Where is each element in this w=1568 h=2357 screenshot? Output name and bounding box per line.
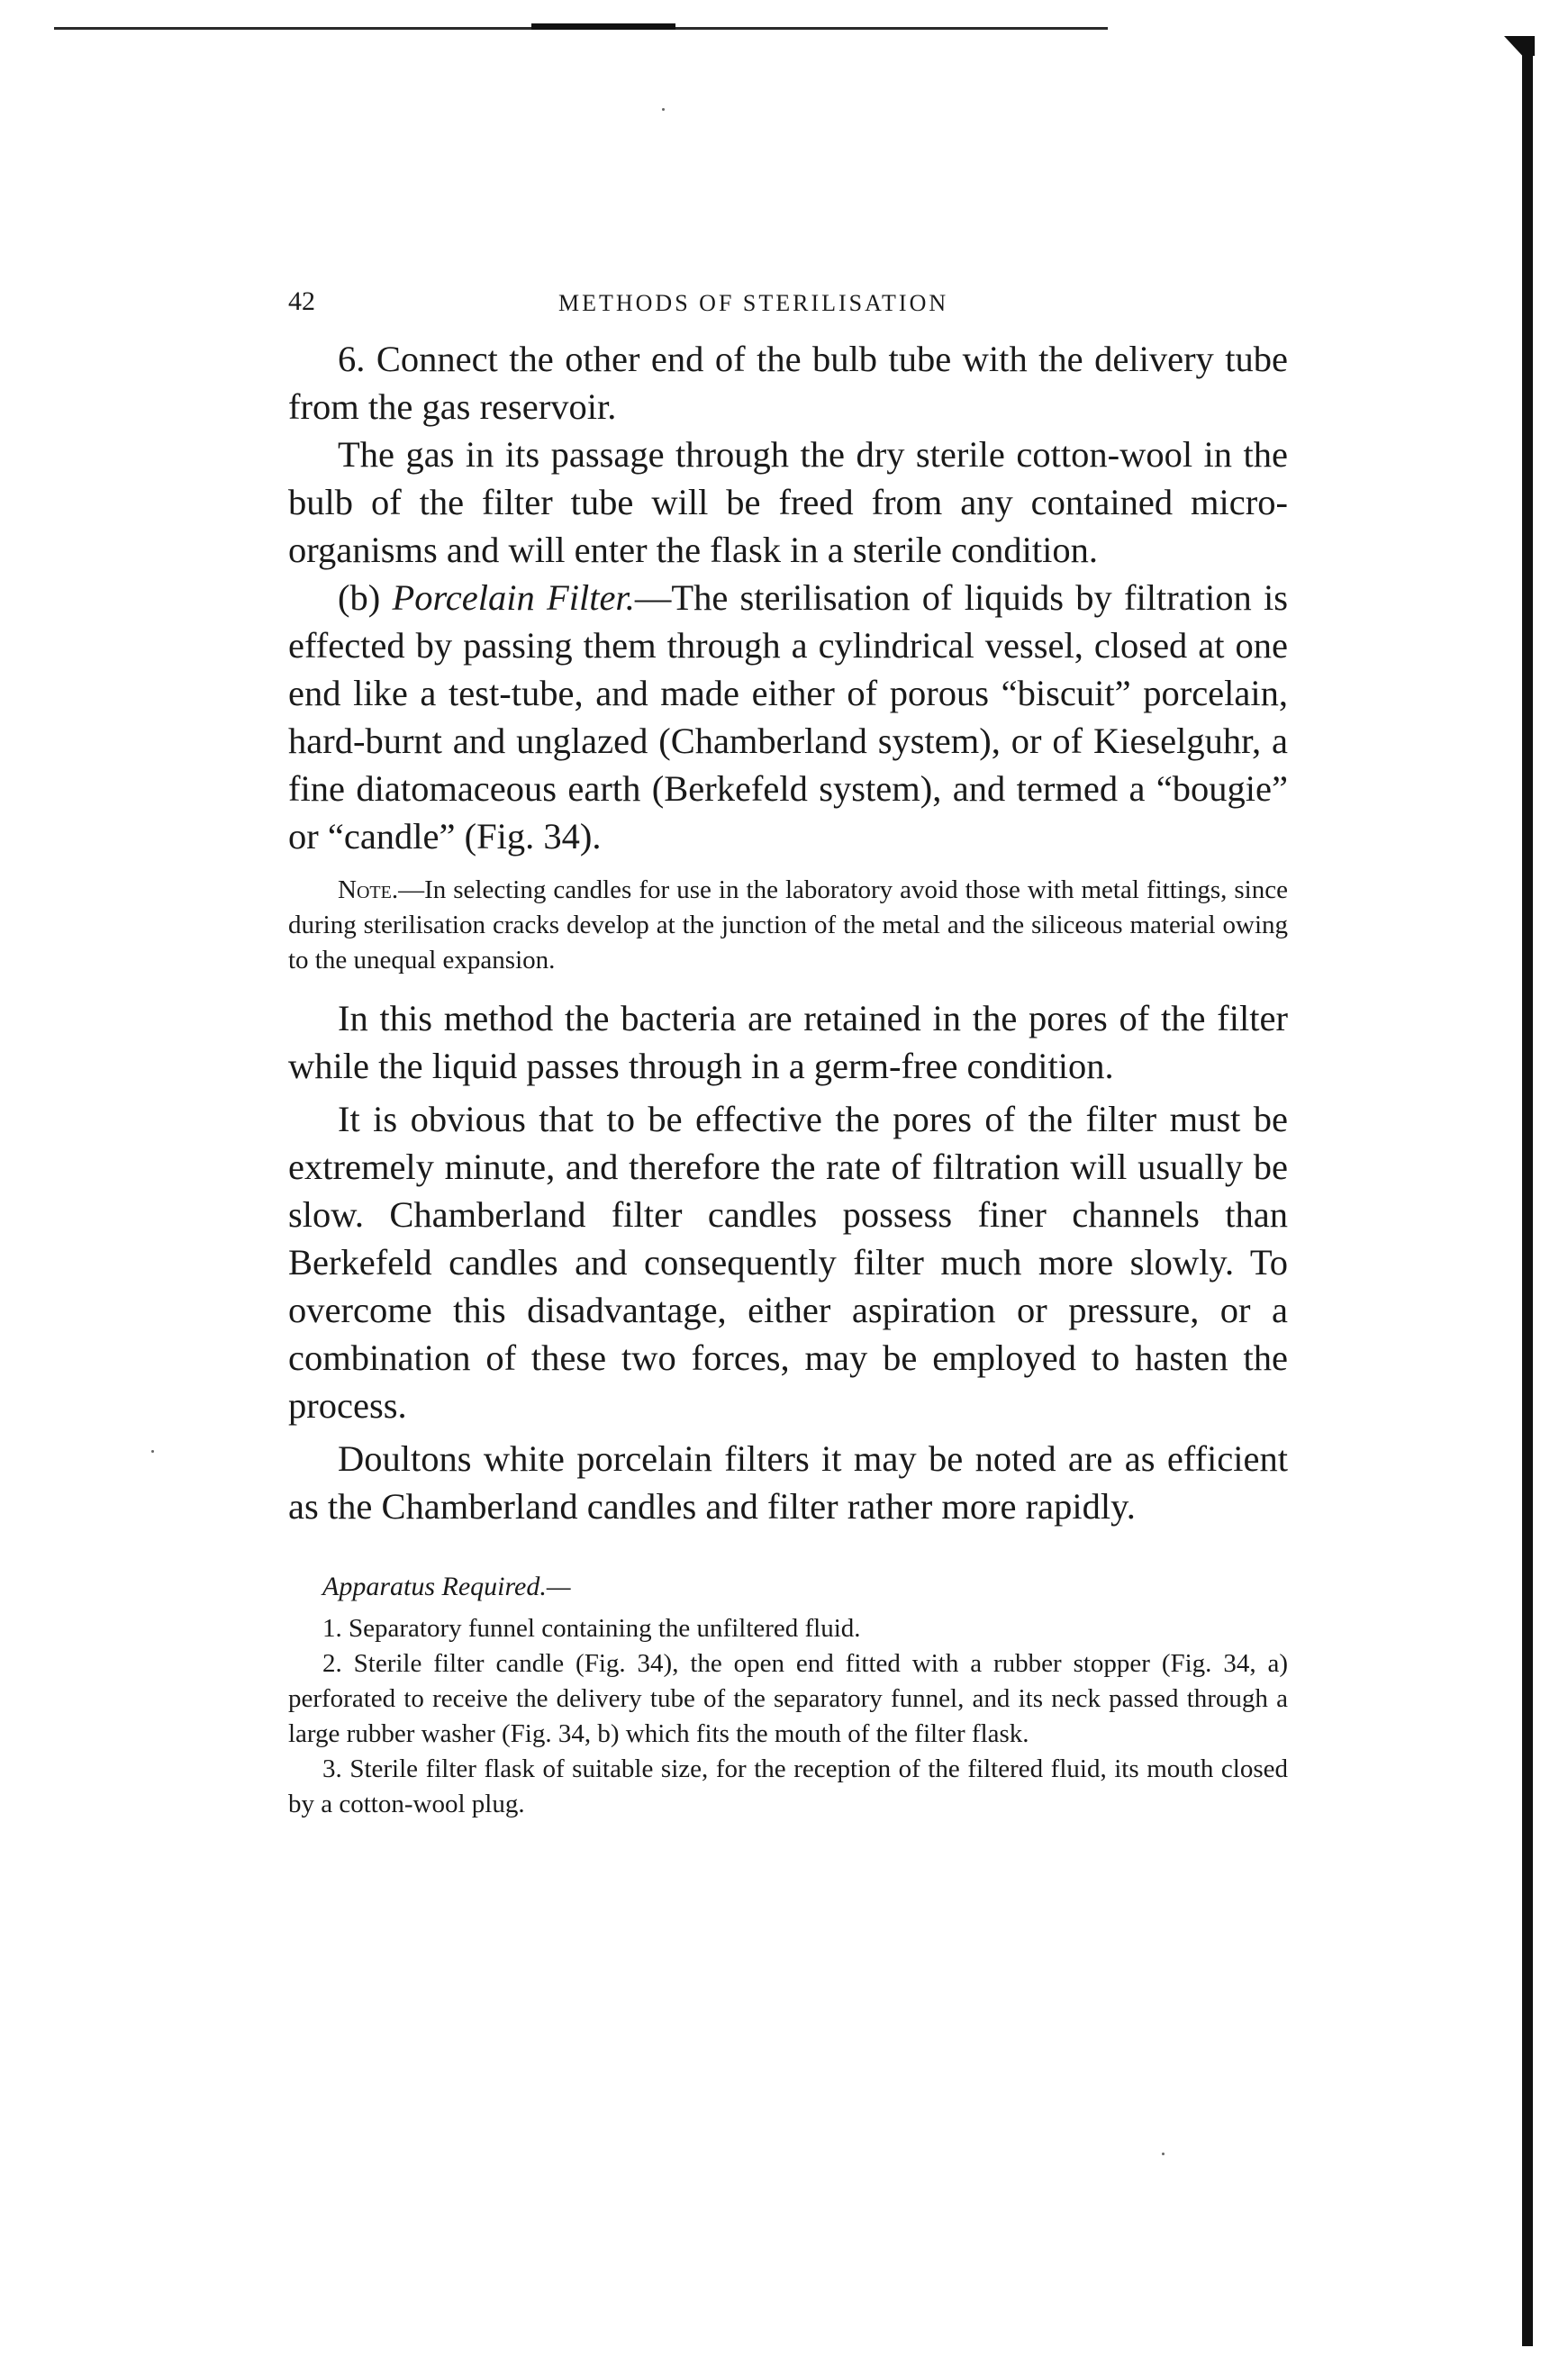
apparatus-heading: Apparatus Required.— — [322, 1572, 571, 1601]
top-scan-rule-mark — [531, 23, 675, 30]
scan-speck — [151, 1450, 154, 1453]
section-label: (b) — [338, 577, 381, 618]
apparatus-item: 2. Sterile filter candle (Fig. 34), the open end fitted with a rubber stopper (Fig. 34, a) perforated to receive the delivery tube of the separatory funnel, and its neck passed through a large rubber washer (Fig. 34, b) which fits the mouth of the filter flask. — [288, 1649, 1288, 1748]
running-title: METHODS OF STERILISATION — [558, 290, 949, 316]
paragraph-gas-passage: The gas in its passage through the dry sterile cotton-wool in the bulb of the filter tube will be freed from any contained micro-organisms and will enter the flask in a sterile condition. — [288, 434, 1288, 570]
scan-speck — [662, 108, 665, 111]
note-text: —In selecting candles for use in the laboratory avoid those with metal fittings, since during sterilisation cracks develop at the junction of the metal and the siliceous material owing to the unequal expansion. — [288, 875, 1288, 975]
note-label: Note. — [338, 875, 399, 904]
running-head — [288, 279, 1288, 324]
page-number: 42 — [288, 286, 315, 316]
apparatus-item: 1. Separatory funnel containing the unfiltered fluid. — [322, 1614, 861, 1643]
note-paragraph — [288, 873, 1288, 978]
paragraph-filtration-rate: It is obvious that to be effective the pores of the filter must be extremely minute, and therefore the rate of filtration will usually be slow. Chamberland filter candles possess finer channels than Berkefeld candles and consequently filter much more slowly. To overcome this disadvantage, either aspiration or pressure, or a combination of these two forces, may be employed to hasten the process. — [288, 1099, 1288, 1426]
binding-edge — [1522, 41, 1533, 2346]
porcelain-filter-text: —The sterilisation of liquids by filtration is effected by passing them through a cylindrical vessel, closed at one end like a test-tube, and made either of porous “biscuit” porcelain, hard-burnt and unglazed (Chamberland system), or of Kieselguhr, a fine diatomaceous earth (Berkefeld system), and termed a “bougie” or “candle” (Fig. 34). — [288, 577, 1289, 857]
page-content — [288, 279, 1288, 1822]
paragraph-porcelain-filter — [288, 574, 1288, 860]
paragraph-doultons-filters: Doultons white porcelain filters it may be noted are as efficient as the Chamberland candles and filter rather more rapidly. — [288, 1438, 1288, 1527]
section-heading: Porcelain Filter. — [392, 577, 635, 618]
paragraph-bacteria-retained: In this method the bacteria are retained in the pores of the filter while the liquid passes through in a germ-free condition. — [288, 998, 1288, 1086]
apparatus-item: 3. Sterile filter flask of suitable size, for the reception of the filtered fluid, its mouth closed by a cotton-wool plug. — [288, 1754, 1288, 1818]
paragraph-step-6: 6. Connect the other end of the bulb tube with the delivery tube from the gas reservoir. — [288, 339, 1288, 427]
scan-speck — [1162, 2153, 1165, 2155]
